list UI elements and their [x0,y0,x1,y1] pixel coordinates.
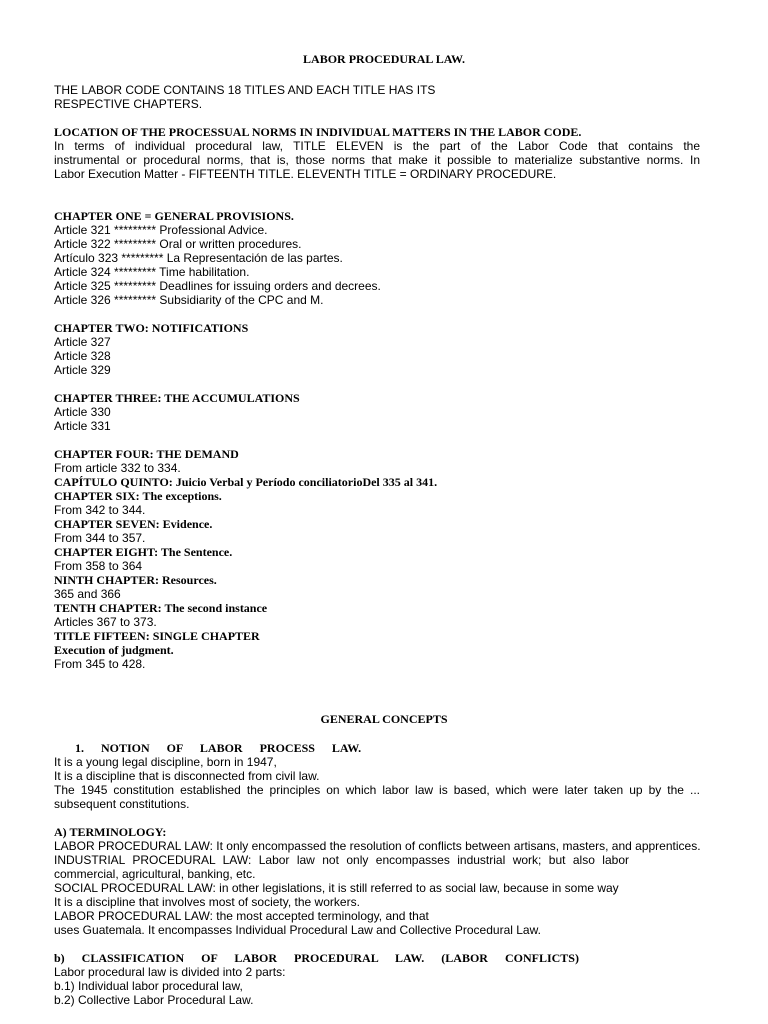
intro-line: RESPECTIVE CHAPTERS. [54,97,203,111]
chapter-one-heading: CHAPTER ONE = GENERAL PROVISIONS. [54,209,294,223]
terminology-line: SOCIAL PROCEDURAL LAW: in other legislations, it is still referred to as social law, because in some way [54,881,619,895]
location-line: instrumental or procedural norms, that is, those norms that make it possible to materialize substantive norms. In [54,153,700,167]
notion-line: The 1945 constitution established the principles on which labor law is based, which were later taken up by the ... [54,783,700,797]
location-heading: LOCATION OF THE PROCESSUAL NORMS IN INDIVIDUAL MATTERS IN THE LABOR CODE. [54,125,582,139]
terminology-line: uses Guatemala. It encompasses Individual Procedural Law and Collective Procedural Law. [54,923,541,937]
chapter-heading: NINTH CHAPTER: Resources. [54,573,217,587]
article-line: Article 329 [54,363,111,377]
terminology-line: LABOR PROCEDURAL LAW: It only encompassed the resolution of conflicts between artisans, masters, and apprentices. [54,839,701,853]
article-line: Article 322 ********* Oral or written procedures. [54,237,302,251]
chapter-heading: CAPÍTULO QUINTO: Juicio Verbal y Período conciliatorioDel 335 al 341. [54,475,438,489]
article-line: Article 324 ********* Time habilitation. [54,265,250,279]
notion-line: It is a discipline that is disconnected from civil law. [54,769,320,783]
location-line: Labor Execution Matter - FIFTEENTH TITLE. ELEVENTH TITLE = ORDINARY PROCEDURE. [54,167,557,181]
article-line: Article 331 [54,419,111,433]
execution-heading: Execution of judgment. [54,643,174,657]
terminology-heading: A) TERMINOLOGY: [54,825,167,839]
chapter-heading: CHAPTER SIX: The exceptions. [54,489,222,503]
article-range: From 345 to 428. [54,657,146,671]
article-range: From 358 to 364 [54,559,143,573]
terminology-line: LABOR PROCEDURAL LAW: the most accepted terminology, and that [54,909,429,923]
title-fifteen-heading: TITLE FIFTEEN: SINGLE CHAPTER [54,629,260,643]
article-line: Article 321 ********* Professional Advice. [54,223,268,237]
article-line: Article 328 [54,349,111,363]
article-range: Articles 367 to 373. [54,615,157,629]
terminology-line: It is a discipline that involves most of society, the workers. [54,895,360,909]
article-line: Article 326 ********* Subsidiarity of the CPC and M. [54,293,324,307]
article-line: Article 325 ********* Deadlines for issuing orders and decrees. [54,279,381,293]
chapter-heading: CHAPTER FOUR: THE DEMAND [54,447,239,461]
intro-line: THE LABOR CODE CONTAINS 18 TITLES AND EACH TITLE HAS ITS [54,83,436,97]
classification-heading: b) CLASSIFICATION OF LABOR PROCEDURAL LAW. (LABOR CONFLICTS) [54,951,579,965]
classification-line: Labor procedural law is divided into 2 parts: [54,965,286,979]
article-range: From 344 to 357. [54,531,146,545]
chapter-heading: TENTH CHAPTER: The second instance [54,601,268,615]
chapter-heading: CHAPTER EIGHT: The Sentence. [54,545,233,559]
chapter-two-heading: CHAPTER TWO: NOTIFICATIONS [54,321,249,335]
terminology-line: commercial, agricultural, banking, etc. [54,867,256,881]
terminology-line: INDUSTRIAL PROCEDURAL LAW: Labor law not only encompasses industrial work; but also labor [54,853,629,867]
classification-line: b.1) Individual labor procedural law, [54,979,243,993]
notion-line: subsequent constitutions. [54,797,190,811]
article-range: 365 and 366 [54,587,121,601]
notion-heading: 1. NOTION OF LABOR PROCESS LAW. [75,741,362,755]
article-line: Article 327 [54,335,111,349]
location-line: In terms of individual procedural law, TITLE ELEVEN is the part of the Labor Code that contains the [54,139,700,153]
article-line: Article 330 [54,405,111,419]
chapter-three-heading: CHAPTER THREE: THE ACCUMULATIONS [54,391,300,405]
general-concepts-heading: GENERAL CONCEPTS [320,712,448,726]
article-range: From 342 to 344. [54,503,146,517]
document-title: LABOR PROCEDURAL LAW. [303,52,465,66]
article-range: From article 332 to 334. [54,461,181,475]
article-line: Artículo 323 ********* La Representación de las partes. [54,251,343,265]
chapter-heading: CHAPTER SEVEN: Evidence. [54,517,213,531]
classification-line: b.2) Collective Labor Procedural Law. [54,993,254,1007]
notion-line: It is a young legal discipline, born in 1947, [54,755,277,769]
